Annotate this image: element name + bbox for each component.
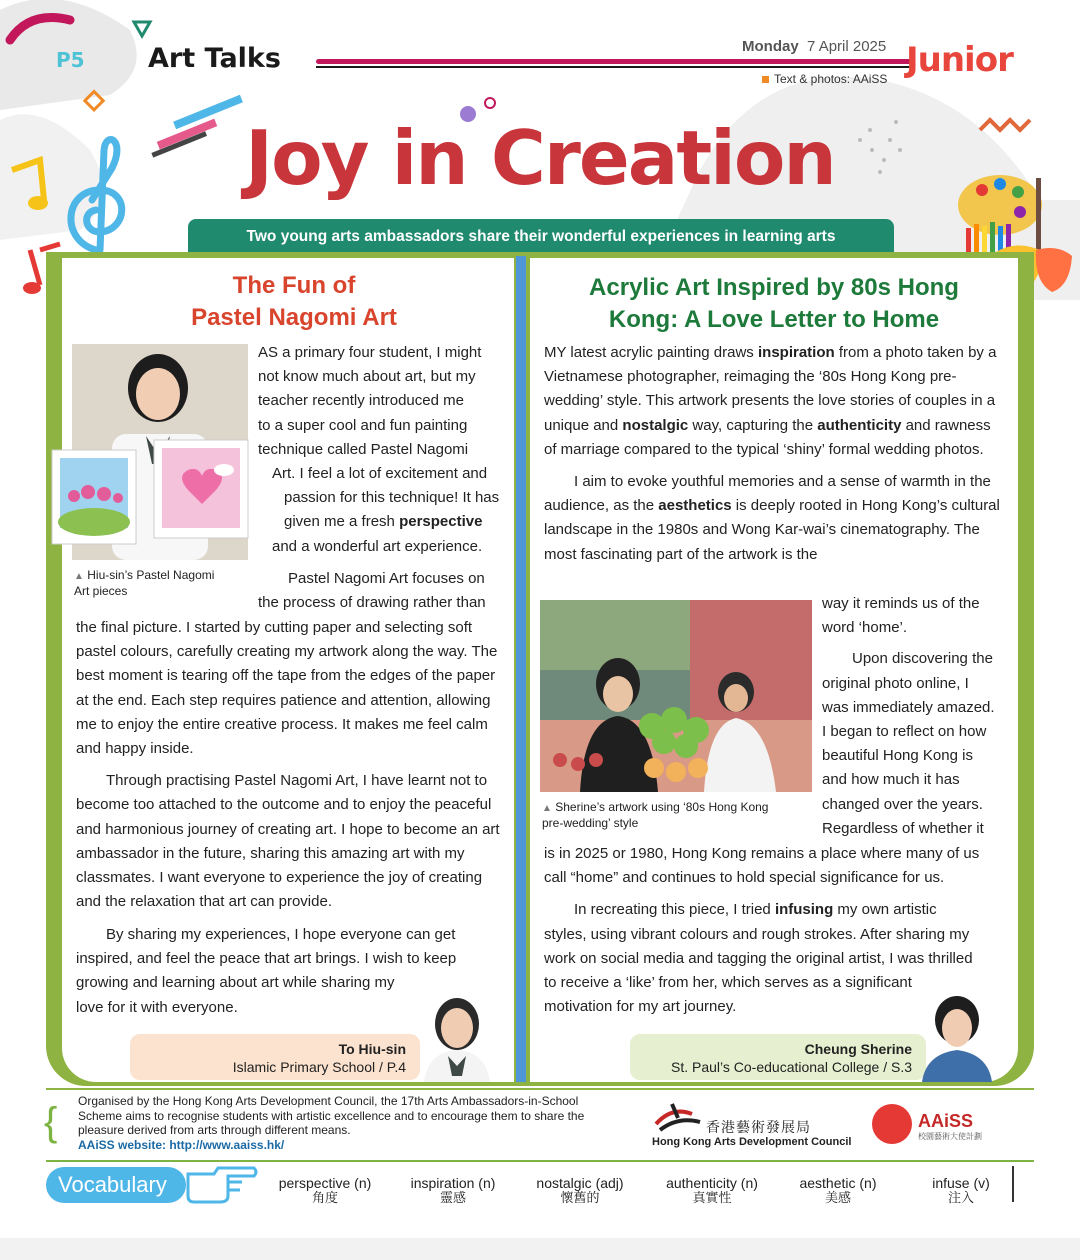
left-p1-line: Art. I feel a lot of excitement and xyxy=(272,465,488,483)
left-p4-line: growing and learning about art while sharing my xyxy=(76,974,395,992)
vocab-english: nostalgic (adj) xyxy=(536,1175,624,1191)
right-p3-line: Regardless of whether it xyxy=(822,819,984,837)
footer-bracket-icon: { xyxy=(44,1100,58,1144)
caption-triangle-icon: ▲ xyxy=(542,803,552,814)
vocab-english: infuse (v) xyxy=(932,1175,990,1191)
brand-logo: Junior xyxy=(906,40,1013,80)
organiser-text: Organised by the Hong Kong Arts Development Council, the 17th Arts Ambassadors-in-School Scheme aims to recognise students with artistic excellence and to encourage them to share the pleasure derived from arts through different means. xyxy=(78,1094,585,1138)
vocab-chinese: 角度 xyxy=(311,1191,338,1206)
right-author-name: Cheung Sherine xyxy=(804,1041,912,1057)
vocab-highlight-inspiration: inspiration xyxy=(757,344,835,361)
vocab-word-authenticity xyxy=(652,1175,772,1207)
left-p1-line: passion for this technique! It has xyxy=(284,489,500,507)
left-para1-top xyxy=(258,341,508,559)
left-paragraph-3: Through practising Pastel Nagomi Art, I have learnt not to become too attached to the outcome and to enjoy the peaceful and harmonious journey of creating art. I hope to become an art ambassador in the future, sharing this amazing art with my classmates. I want everyone to experience the joy of creating and the relaxation that art can provide. xyxy=(76,772,500,911)
vocab-word-nostalgic xyxy=(522,1175,638,1207)
page-number: P5 xyxy=(56,48,85,72)
hiu-sin-avatar xyxy=(418,986,496,1082)
header-rule xyxy=(316,59,912,64)
headline: Joy in Creation xyxy=(245,114,835,202)
left-heading-line2: Pastel Nagomi Art xyxy=(191,304,397,331)
column-divider xyxy=(516,256,526,1082)
left-author-school: Islamic Primary School / P.4 xyxy=(232,1059,406,1075)
right-p1-text: from a photo taken by a Vietnamese photographer, reimaging the ‘80s Hong Kong pre-wedding’ style. This artwork presents the love stories of couples in a unique and xyxy=(544,344,997,434)
adc-name-chinese: 香港藝術發展局 xyxy=(706,1120,811,1136)
left-p1-line-text: given me a fresh xyxy=(284,513,400,531)
vocab-word-infuse xyxy=(916,1175,1006,1207)
right-article-heading xyxy=(530,272,1018,336)
right-p3-line: was immediately amazed. xyxy=(822,698,995,716)
vocab-english: perspective (n) xyxy=(278,1175,372,1191)
vocab-word-perspective xyxy=(268,1175,382,1207)
left-article-heading xyxy=(62,270,526,334)
right-p3-line: original photo online, I xyxy=(822,674,969,692)
sherine-avatar xyxy=(918,986,996,1082)
right-p3-line: I began to reflect on how xyxy=(822,723,987,741)
right-author-card xyxy=(630,1034,926,1080)
left-body xyxy=(76,616,508,914)
left-heading-line1: The Fun of xyxy=(232,272,356,299)
vocab-english: authenticity (n) xyxy=(666,1175,758,1191)
right-p4-text: my own artistic styles, using vibrant colours and rough strokes. After sharing my work on social media and tagging the original artist, I was thrilled to receive a ‘like’ from her, which serves as a significant motivation for my art journey. xyxy=(544,901,973,1016)
vocab-highlight-authenticity: authenticity xyxy=(817,416,902,434)
left-paragraph-2-cont: the final picture. I started by cutting paper and selecting soft pastel colours, carefully creating my artwork along the way. The best moment is tearing off the tape from the edges of the paper at the end. Each step requires patience and attention, allowing me to enjoy the entire creative process. It makes me feel calm and happy inside. xyxy=(76,619,498,758)
wedding-painting-illustration xyxy=(540,600,812,792)
right-photo-caption xyxy=(542,800,812,831)
vocab-word-inspiration xyxy=(396,1175,510,1207)
aaiss-website-link[interactable]: AAiSS website: http://www.aaiss.hk/ xyxy=(78,1137,285,1152)
issue-date-value: 7 April 2025 xyxy=(807,38,887,55)
right-wrap-text xyxy=(822,592,1012,841)
vocab-chinese: 懷舊的 xyxy=(560,1191,600,1206)
section-title: Art Talks xyxy=(148,43,281,74)
pointing-hand-icon xyxy=(184,1160,258,1206)
issue-date xyxy=(742,38,886,55)
vocab-highlight-nostalgic: nostalgic xyxy=(622,416,689,434)
right-p3-line: changed over the years. xyxy=(822,795,983,813)
left-caption-line1: Hiu-sin’s Pastel Nagomi xyxy=(87,568,215,582)
left-p1-line: to a super cool and fun painting xyxy=(258,416,468,434)
vocab-chinese: 真實性 xyxy=(692,1191,732,1206)
vocab-english: inspiration (n) xyxy=(410,1175,496,1191)
adc-logo-icon xyxy=(652,1100,704,1134)
left-p1-line: teacher recently introduced me xyxy=(258,392,464,410)
subtitle-banner: Two young arts ambassadors share their wonderful experiences in learning arts xyxy=(188,219,894,255)
left-author-card xyxy=(130,1034,420,1080)
vocab-highlight-aesthetics: aesthetics xyxy=(658,497,732,515)
vocabulary-label: Vocabulary xyxy=(46,1167,186,1203)
caption-triangle-icon: ▲ xyxy=(74,571,84,582)
pastel-artworks-illustration xyxy=(48,436,276,546)
right-heading-line1: Acrylic Art Inspired by 80s Hong xyxy=(589,274,959,301)
right-p2-text: I aim to evoke youthful memories and a sense of warmth in the audience, as the xyxy=(544,473,991,515)
credit-square-icon xyxy=(762,76,769,83)
credit-text: Text & photos: AAiSS xyxy=(774,72,888,86)
right-p4-text: In recreating this piece, I tried xyxy=(574,901,775,919)
right-p2-line: way it reminds us of the xyxy=(822,595,980,612)
left-p4-line: inspired, and feel the peace that art brings. I wish to keep xyxy=(76,950,457,968)
right-paragraph-3-cont: is in 2025 or 1980, Hong Kong remains a place where many of us call “home” and continues to hold special significance for us. xyxy=(544,845,980,887)
right-caption-line1: Sherine’s artwork using ‘80s Hong Kong xyxy=(555,800,769,814)
aaiss-logo-subtext: 校園藝術大使計劃 xyxy=(918,1132,982,1141)
right-p2-line: word ‘home’. xyxy=(822,619,908,637)
left-p4-line: By sharing my experiences, I hope everyone can get xyxy=(106,926,456,943)
organiser-note xyxy=(78,1094,598,1152)
vocab-word-aesthetic xyxy=(784,1175,892,1207)
left-p1-line: and a wonderful art experience. xyxy=(272,537,483,555)
right-body-top xyxy=(544,341,1004,567)
right-p3-line: and how much it has xyxy=(822,771,960,789)
left-photo-caption xyxy=(74,568,254,599)
right-heading-line2: Kong: A Love Letter to Home xyxy=(608,306,940,333)
left-p1-line: AS a primary four student, I might xyxy=(258,344,482,361)
aaiss-logo-text: AAiSS xyxy=(918,1111,974,1131)
adc-name-english: Hong Kong Arts Development Council xyxy=(652,1136,852,1148)
right-paragraph-1 xyxy=(544,341,1004,462)
right-author-school: St. Paul’s Co-educational College / S.3 xyxy=(671,1059,912,1075)
credit-line xyxy=(762,72,887,86)
vocab-chinese: 注入 xyxy=(947,1191,974,1206)
left-p1-line: not know much about art, but my xyxy=(258,368,476,386)
right-p2-text: is deeply rooted in Hong Kong’s cultural landscape in the 1980s and Wong Kar-wai’s cinematography. The most fascinating part of the artwork is the xyxy=(544,497,1000,563)
page-bottom-band xyxy=(0,1238,1080,1260)
right-p3-line: Upon discovering the xyxy=(852,650,993,668)
vocab-chinese: 靈感 xyxy=(439,1191,466,1206)
header-rule-thin xyxy=(316,66,912,68)
left-p1-line: technique called Pastel Nagomi xyxy=(258,440,469,458)
right-p1-text: way, capturing the xyxy=(688,416,818,434)
right-paragraph-2 xyxy=(544,470,1004,567)
vocab-chinese: 美感 xyxy=(824,1191,851,1206)
left-p4-line: love for it with everyone. xyxy=(76,998,238,1016)
vocab-english: aesthetic (n) xyxy=(799,1175,877,1191)
left-author-name: To Hiu-sin xyxy=(338,1041,406,1057)
vocab-end-rule xyxy=(1012,1166,1014,1202)
vocab-highlight-infusing: infusing xyxy=(774,901,834,919)
right-p3-line: beautiful Hong Kong is xyxy=(822,747,973,765)
footer-rule xyxy=(46,1088,1034,1090)
left-p2-line: the process of drawing rather than xyxy=(258,594,486,612)
right-caption-line2: pre-wedding’ style xyxy=(542,816,639,830)
left-p1-line xyxy=(258,510,508,534)
right-p1-text: and rawness of marriage compared to the typical ‘shiny’ formal wedding photos. xyxy=(544,416,991,458)
issue-day: Monday xyxy=(742,38,799,55)
sherine-artwork xyxy=(540,600,812,792)
right-p1-text: MY latest acrylic painting draws xyxy=(544,344,758,361)
left-para2-top xyxy=(258,567,508,615)
aaiss-logo-icon xyxy=(872,1104,912,1144)
left-caption-line2: Art pieces xyxy=(74,584,128,598)
left-p2-line: Pastel Nagomi Art focuses on xyxy=(288,570,485,587)
vocab-highlight-perspective: perspective xyxy=(399,513,483,531)
